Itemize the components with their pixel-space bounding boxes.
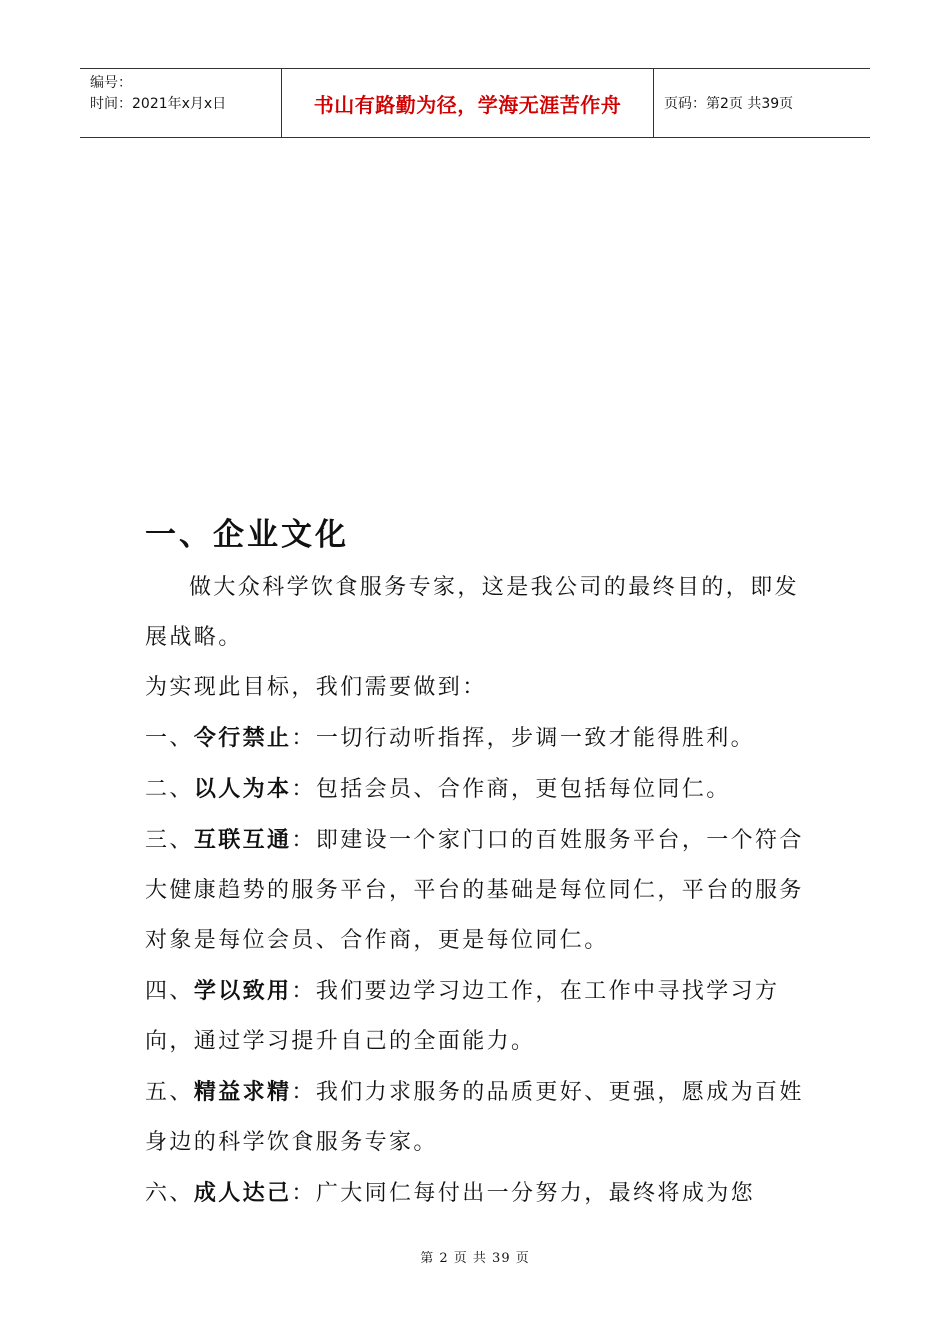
item-text: ：包括会员、合作商，更包括每位同仁。 xyxy=(291,777,731,802)
culture-item xyxy=(145,764,810,815)
item-keyword: 成人达己 xyxy=(193,1180,292,1206)
intro-paragraph: 做大众科学饮食服务专家，这是我公司的最终目的，即发展战略。 xyxy=(145,575,800,650)
item-text: ：广大同仁每付出一分努力，最终将成为您 xyxy=(291,1181,756,1206)
item-text: ：我们力求服务的品质更好、更强，愿成为百姓身边的科学饮食服务专家。 xyxy=(145,1080,804,1155)
culture-item xyxy=(145,1168,810,1219)
item-prefix: 六、 xyxy=(145,1181,194,1206)
item-prefix: 二、 xyxy=(145,777,194,802)
page-footer: 第 2 页 共 39 页 xyxy=(420,1251,530,1266)
document-number-label: 编号： xyxy=(90,75,132,91)
culture-item xyxy=(145,713,810,764)
item-prefix: 五、 xyxy=(145,1080,194,1105)
item-prefix: 三、 xyxy=(145,828,194,853)
lead-paragraph: 为实现此目标，我们需要做到： xyxy=(145,675,487,700)
header-meta xyxy=(80,69,282,137)
item-keyword: 精益求精 xyxy=(193,1079,292,1105)
header-page-info: 页码：第2页 共39页 xyxy=(664,96,794,112)
item-text: ：我们要边学习边工作，在工作中寻找学习方向，通过学习提升自己的全面能力。 xyxy=(145,979,780,1054)
item-text: ：一切行动听指挥，步调一致才能得胜利。 xyxy=(291,726,756,751)
page-header xyxy=(80,68,870,138)
item-text: ：即建设一个家门口的百姓服务平台，一个符合大健康趋势的服务平台，平台的基础是每位同仁，平台的服务对象是每位会员、合作商，更是每位同仁。 xyxy=(145,828,804,953)
item-keyword: 以人为本 xyxy=(193,776,292,802)
culture-item xyxy=(145,966,810,1067)
item-keyword: 学以致用 xyxy=(193,978,292,1004)
item-keyword: 令行禁止 xyxy=(193,725,292,751)
header-motto: 书山有路勤为径，学海无涯苦作舟 xyxy=(282,69,654,137)
item-prefix: 四、 xyxy=(145,979,194,1004)
document-body xyxy=(145,507,810,1219)
culture-item xyxy=(145,815,810,966)
document-date: 时间：2021年x月x日 xyxy=(90,96,227,112)
section-title: 一、企业文化 xyxy=(145,517,349,553)
item-keyword: 互联互通 xyxy=(193,827,292,853)
culture-item xyxy=(145,1067,810,1168)
item-prefix: 一、 xyxy=(145,726,194,751)
